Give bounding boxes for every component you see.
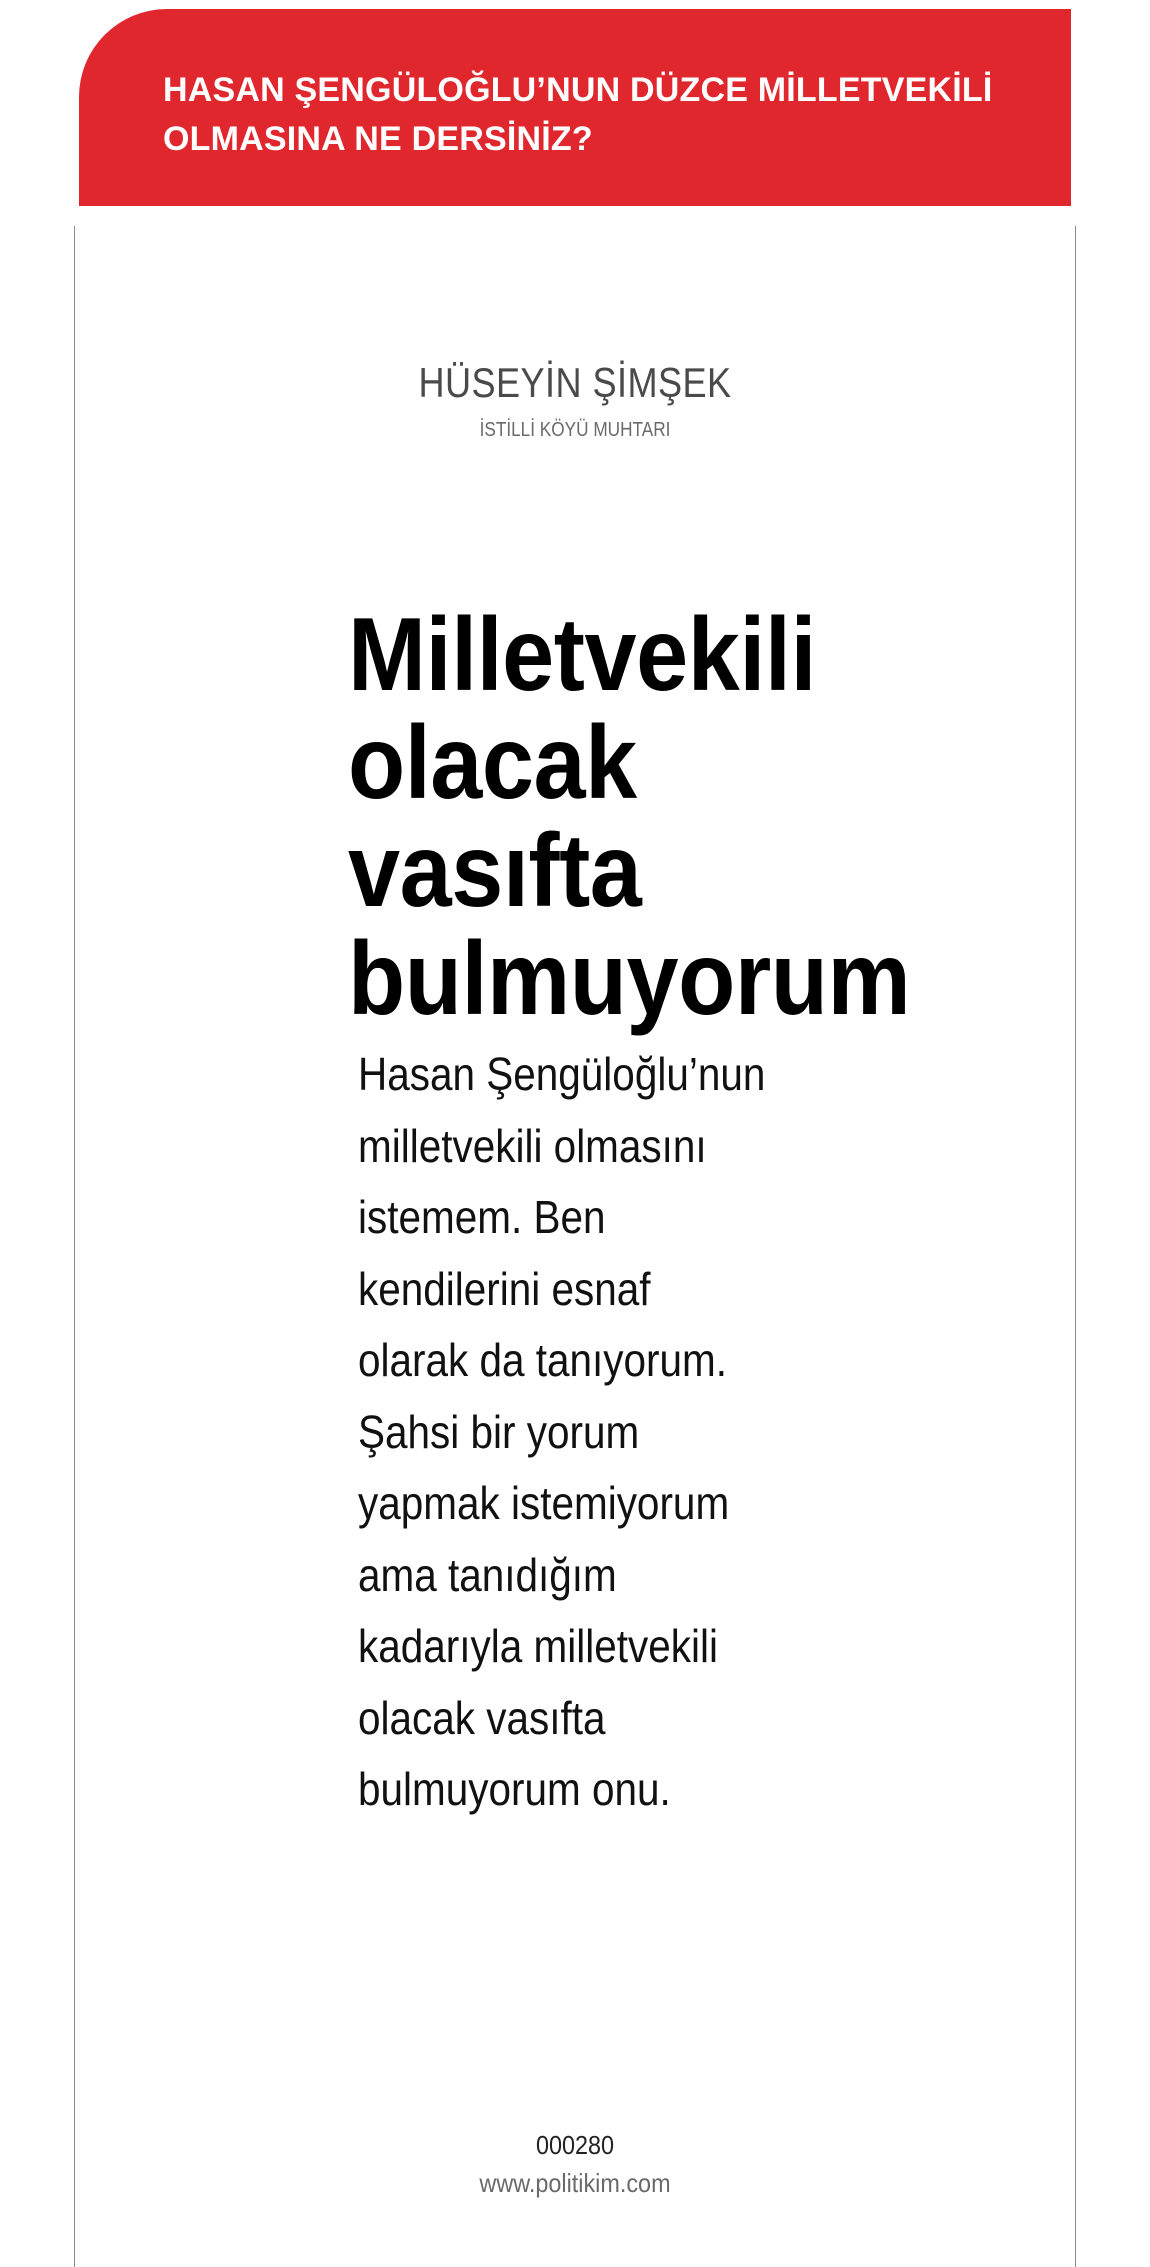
- left-border-line: [74, 226, 75, 2267]
- person-role: İSTİLLİ KÖYÜ MUHTARI: [479, 419, 671, 441]
- right-border-line: [1075, 226, 1076, 2267]
- page-code: 000280: [535, 2130, 615, 2160]
- article-headline: Milletvekili olacak vasıfta bulmuyorum: [348, 597, 911, 1037]
- article-body: Hasan Şengüloğlu’nun milletvekili olmasını istemem. Ben kendilerini esnaf olarak da tanıyorum. Şahsi bir yorum yapmak istemiyorum ama tanıdığım kadarıyla milletvekili olacak vasıfta bulmuyorum onu.: [358, 1048, 766, 1815]
- person-name: HÜSEYİN ŞİMŞEK: [418, 359, 732, 406]
- website-url[interactable]: www.politikim.com: [479, 2168, 671, 2198]
- header-banner: [79, 9, 1071, 206]
- banner-title: HASAN ŞENGÜLOĞLU’NUN DÜZCE MİLLETVEKİLİ OLMASINA NE DERSİNİZ?: [163, 71, 993, 158]
